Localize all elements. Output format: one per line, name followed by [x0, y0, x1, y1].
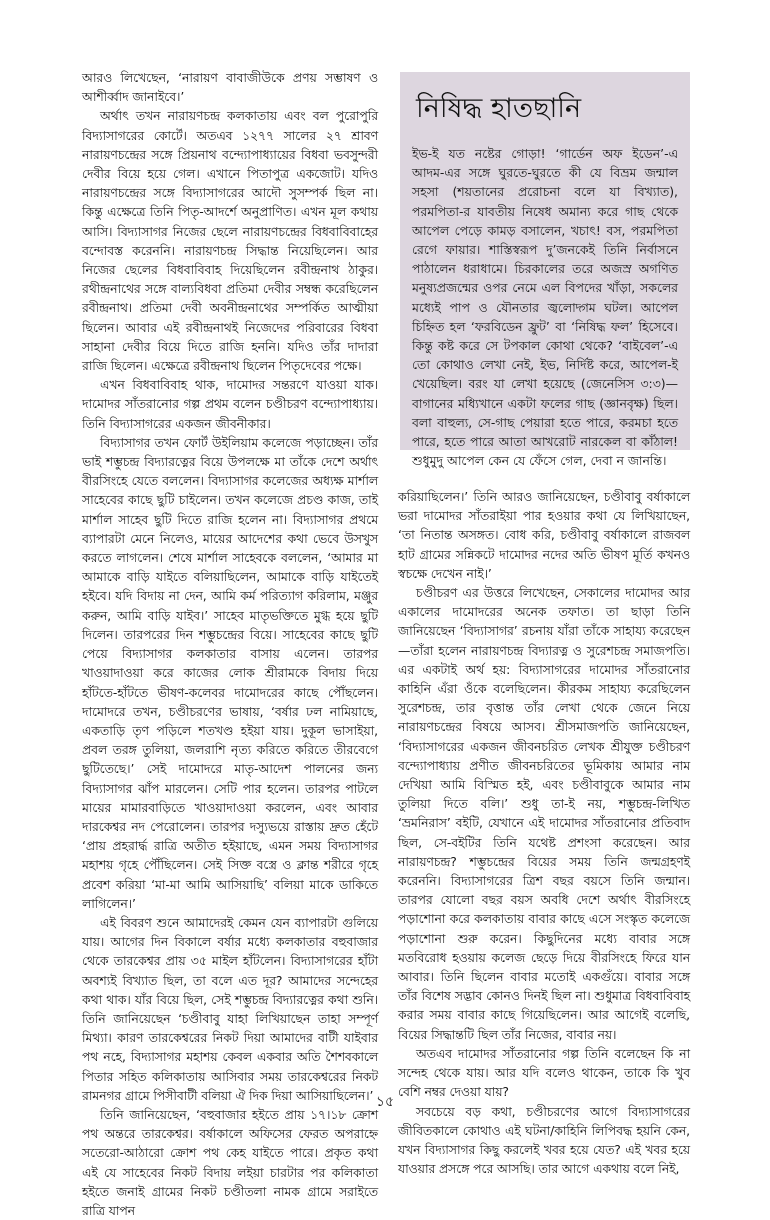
paragraph: করিয়াছিলেন।’ তিনি আরও জানিয়েছেন, চণ্ডীবাবু বর্ষাকালে ভরা দামোদর সাঁতরাইয়া পার হওয়ার কথা যে লিখিয়াছেন, ‘তা নিতান্ত অসঙ্গত। বোধ করি, চণ্ডীবাবু বর্ষাকালে রাজবল হাট গ্রামের সন্নিকটে দামোদর নদের অতি ভীষণ মূর্তি কখনও স্বচক্ষে দেখেন নাই।’	[398, 489, 690, 581]
paragraph: আরও লিখেছেন, ‘নারায়ণ বাবাজীউকে প্রণয় সম্ভাষণ ও আশীর্ব্বাদ জানাইবে।’	[82, 70, 378, 105]
paragraph: চণ্ডীচরণ এর উত্তরে লিখেছেন, সেকালের দামোদর আর একালের দামোদরের অনেক তফাত। তা ছাড়া তিনি জানিয়েছেন ‘বিদ্যাসাগর’ রচনায় যাঁরা তাঁকে সাহায্য করেছেন—তাঁরা হলেন নারায়ণচন্দ্র বিদ্যারত্ন ও সুরেশচন্দ্র সমাজপতি। এর একটাই অর্থ হয়: বিদ্যাসাগরের দামোদর সাঁতরানোর কাহিনি এঁরা ওঁকে বলেছিলেন। কীরকম সাহায্য করেছিলেন সুরেশচন্দ্র, তার বৃত্তান্ত তাঁর লেখা থেকে জেনে নিয়ে নারায়ণচন্দ্রের বিষয়ে আসব। শ্রীসমাজপতি জানিয়েছেন, ‘বিদ্যাসাগরের একজন জীবনচরিত লেখক শ্রীযুক্ত চণ্ডীচরণ বন্দ্যোপাধ্যায় প্রণীত জীবনচরিতের ভূমিকায় আমার নাম দেখিয়া আমি বিস্মিত হই, এবং চণ্ডীবাবুকে আমার নাম তুলিয়া দিতে বলি।’ শুধু তা-ই নয়, শম্ভুচন্দ্র-লিখিত ‘ভ্রমনিরাস’ বইটি, যেখানে এই দামোদর সাঁতরানোর প্রতিবাদ ছিল, সে-বইটির তিনি যথেষ্ট প্রশংসা করেছেন। আর নারায়ণচন্দ্র? শম্ভুচন্দ্রের বিয়ের সময় তিনি জন্মগ্রহণই করেননি। বিদ্যাসাগরের ত্রিশ বছর বয়সে তিনি জন্মান। তারপর যোলো বছর বয়স অবধি দেশে অর্থাৎ বীরসিংহে পড়াশোনা করে কলকাতায় বাবার কাছে এসে সংস্কৃত কলেজে পড়াশোনা শুরু করেন। কিছুদিনের মধ্যে বাবার সঙ্গে মতবিরোধ হওয়ায় কলেজ ছেড়ে দিয়ে বীরসিংহে ফিরে যান আবার। তিনি ছিলেন বাবার মতোই একগুঁয়ে। বাবার সঙ্গে তাঁর বিশেষ সদ্ভাব কোনও দিনই ছিল না। শুধুমাত্র বিধবাবিবাহ করার সময় বাবার কাছে গিয়েছিলেন। আর আগেই বলেছি, বিয়ের সিদ্ধান্তটি ছিল তাঁর নিজের, বাবার নয়।	[398, 585, 690, 1042]
paragraph: অতএব দামোদর সাঁতরানোর গল্প তিনি বলেছেন কি না সন্দেহ থেকে যায়। আর যদি বলেও থাকেন, তাকে কি খুব বেশি নম্বর দেওয়া যায়?	[398, 1045, 690, 1100]
right-column	[398, 487, 690, 1178]
paragraph: অর্থাৎ তখন নারায়ণচন্দ্র কলকাতায় এবং বল পুরোপুরি বিদ্যাসাগরের কোর্টে। অতএব ১২৭৭ সালের ২৭ শ্রাবণ নারায়ণচন্দ্রের সঙ্গে প্রিয়নাথ বন্দ্যোপাধ্যায়ের বিধবা ভবসুন্দরী দেবীর বিয়ে হয়ে গেল। এখানে পিতাপুত্র একজোট। যদিও নারায়ণচন্দ্রের সঙ্গে বিদ্যাসাগরের আদৌ সুসম্পর্ক ছিল না। কিন্তু এক্ষেত্রে তিনি পিতৃ-আদর্শে অনুপ্রাণিত। এখন মূল কথায় আসি। বিদ্যাসাগর নিজের ছেলে নারায়ণচন্দ্রের বিধবাবিবাহের বন্দোবস্ত করেননি। নারায়ণচন্দ্র সিদ্ধান্ত নিয়েছিলেন। আর নিজের ছেলের বিধবাবিবাহ দিয়েছিলেন রবীন্দ্রনাথ ঠাকুর। রথীন্দ্রনাথের সঙ্গে বাল্যবিধবা প্রতিমা দেবীর সম্বন্ধ করেছিলেন রবীন্দ্রনাথ। প্রতিমা দেবী অবনীন্দ্রনাথের সম্পর্কিত আত্মীয়া ছিলেন। আবার এই রবীন্দ্রনাথই নিজেদের পরিবারের বিধবা সাহানা দেবীর বিয়ে দিতে রাজি হননি। যদিও তাঁর দাদারা রাজি ছিলেন। এক্ষেত্রে রবীন্দ্রনাথ ছিলেন পিতৃদেবের পক্ষে।	[82, 108, 378, 374]
paragraph: বিদ্যাসাগর তখন ফোর্ট উইলিয়াম কলেজে পড়াচ্ছেন। তাঁর ভাই শম্ভুচন্দ্র বিদ্যারত্নের বিয়ে উপলক্ষে মা তাঁকে দেশে অর্থাৎ বীরসিংহে যেতে বললেন। বিদ্যাসাগর কলেজের অধ্যক্ষ মার্শাল সাহেবের কাছে ছুটি চাইলেন। তখন কলেজে প্রচণ্ড কাজ, তাই মার্শাল সাহেব ছুটি দিতে রাজি হলেন না। বিদ্যাসাগর প্রথমে ব্যাপারটা মেনে নিলেও, মায়ের আদেশের কথা ভেবে উসখুস করতে লাগলেন। শেষে মার্শাল সাহেবকে বললেন, ‘আমার মা আমাকে বাড়ি যাইতে বলিয়াছিলেন, আমাকে বাড়ি যাইতেই হইবে। যদি বিদায় না দেন, আমি কর্ম পরিত্যাগ করিলাম, মঞ্জুর করুন, আমি বাড়ি যাইব।’ সাহেব মাতৃভক্তিতে মুগ্ধ হয়ে ছুটি দিলেন। তারপরের দিন শম্ভুচন্দ্রের বিয়ে। সাহেবের কাছে ছুটি পেয়ে বিদ্যাসাগর কলকাতার বাসায় এলেন। তারপর খাওয়াদাওয়া করে কাজের লোক শ্রীরামকে বিদায় দিয়ে হাঁটতে-হাঁটতে ভীষণ-কলেবর দামোদরের কাছে পৌঁছলেন। দামোদরে তখন, চণ্ডীচরণের ভাষায়, ‘বর্ষার ঢল নামিয়াছে, একতাড়ি তৃণ পড়িলে শতখণ্ড হইয়া যায়। দুকূল ভাসাইয়া, প্রবল তরঙ্গ তুলিয়া, জলরাশি নৃত্য করিতে করিতে তীরবেগে ছুটিতেছে।’ সেই দামোদরে মাতৃ-আদেশ পালনের জন্য বিদ্যাসাগর ঝাঁপ মারলেন। সেটি পার হলেন। তারপর পাটলে মায়ের মামারবাড়িতে খাওয়াদাওয়া করলেন, এবং আবার দারকেশ্বর নদ পেরোলেন। তারপর দস্যুভয়ে রাস্তায় দ্রুত হেঁটে ‘প্রায় প্রহরার্দ্ধ রাত্রি অতীত হইয়াছে, এমন সময় বিদ্যাসাগর মহাশয় গৃহে পৌঁছিলেন। সেই সিক্ত বস্ত্রে ও ক্লান্ত শরীরে গৃহে প্রবেশ করিয়া ‘মা-মা আমি আসিয়াছি’ বলিয়া মাকে ডাকিতে লাগিলেন।’	[82, 434, 378, 911]
sidebar-box	[400, 72, 690, 469]
left-column	[82, 68, 378, 1220]
paragraph: সবচেয়ে বড় কথা, চণ্ডীচরণের আগে বিদ্যাসাগরের জীবিতকালে কোথাও এই ঘটনা/কাহিনি লিপিবদ্ধ হয়নি কেন, যখন বিদ্যাসাগর কিছু করলেই খবর হয়ে যেত? এই খবর হয়ে যাওয়ার প্রসঙ্গে পরে আসছি। তার আগে একথায় বলে নিই,	[398, 1103, 690, 1177]
page-number: ১৫	[375, 1094, 395, 1110]
paragraph: তিনি জানিয়েছেন, ‘বহুবাজার হইতে প্রায় ১৭।১৮ ক্রোশ পথ অন্তরে তারকেশ্বর। বর্ষাকালে অফিসের ফেরত অপরাহ্নে সতেরো-আঠারো ক্রোশ পথ কেহ যাইতে পারে। প্রকৃত কথা এই যে সাহেবের নিকট বিদায় লইয়া চারটার পর কলিকাতা হইতে জনাই গ্রামের নিকট চণ্ডীতলা নামক গ্রামে সরাইতে রাত্রি যাপন	[82, 1106, 378, 1218]
sidebar-title: নিষিদ্ধ হাতছানি	[416, 93, 582, 124]
paragraph: এই বিবরণ শুনে আমাদেরই কেমন যেন ব্যাপারটা গুলিয়ে যায়। আগের দিন বিকালে বর্ষার মধ্যে কলকাতার বহুবাজার থেকে তারকেশ্বর প্রায় ৩৫ মাইল হাঁটলেন। বিদ্যাসাগরের হাঁটা অবশ্যই বিখ্যাত ছিল, তা বলে এত দূর? আমাদের সন্দেহের কথা থাক। যাঁর বিয়ে ছিল, সেই শম্ভুচন্দ্র বিদ্যারত্নের কথা শুনি। তিনি জানিয়েছেন ‘চণ্ডীবাবু যাহা লিখিয়াছেন তাহা সম্পূর্ণ মিথ্যা। কারণ তারকেশ্বরের নিকট দিয়া আমাদের বাটী যাইবার পথ নহে, বিদ্যাসাগর মহাশয় কেবল একবার অতি শৈশবকালে পিতার সহিত কলিকাতায় আসিবার সময় তারকেশ্বরের নিকট রামনগর গ্রামে পিসীবাটী বলিয়া ঐ দিক দিয়া আসিয়াছিলেন।’	[82, 914, 378, 1103]
paragraph: এখন বিধবাবিবাহ থাক, দামোদর সন্তরণে যাওয়া যাক। দামোদর সাঁতরানোর গল্প প্রথম বলেন চণ্ডীচরণ বন্দ্যোপাধ্যায়। তিনি বিদ্যাসাগরের একজন জীবনীকার।	[82, 377, 378, 431]
sidebar-text: ইভ-ই যত নষ্টের গোড়া! ‘গার্ডেন অফ ইডেন’-এ আদম-এর সঙ্গে ঘুরতে-ঘুরতে কী যে বিভ্রম জন্মাল সহসা (শয়তানের প্ররোচনা বলে যা বিখ্যাত), পরমপিতা-র যাবতীয় নিষেধ অমান্য করে গাছ থেকে আপেল পেড়ে কামড় বসালেন, খচাৎ! বস, পরমপিতা রেগে ফায়ার। শাস্তিস্বরূপ দু’জনকেই তিনি নির্বাসনে পাঠালেন ধরাধামে। চিরকালের তরে অজস্র অগণিত মনুষ্যপ্রজন্মের ওপর নেমে এল বিপদের খাঁড়া, সকলের মধ্যেই পাপ ও যৌনতার জ্বলোদ্গম ঘটল। আপেল চিহ্নিত হল ‘ফরবিডেন ফ্রুট’ বা ‘নিষিদ্ধ ফল’ হিসেবে। কিন্তু কষ্ট করে সে টপকাল কোথা থেকে? ‘বাইবেল’-এ তো কোথাও লেখা নেই, ইভ, নির্দিষ্ট করে, আপেল-ই খেয়েছিল। বরং যা লেখা হয়েছে (জেনেসিস ৩:৩)—বাগানের মধ্যিখানে একটা ফলের গাছ (জ্ঞানবৃক্ষ) ছিল। বলা বাহুল্য, সে-গাছ পেয়ারা হতে পারে, করমচা হতে পারে, হতে পারে আতা আখরোট নারকেল বা কাঁঠাল! শুধুমুদু আপেল কেন যে ফেঁসে গেল, দেবা ন জানন্তি।	[412, 146, 678, 469]
